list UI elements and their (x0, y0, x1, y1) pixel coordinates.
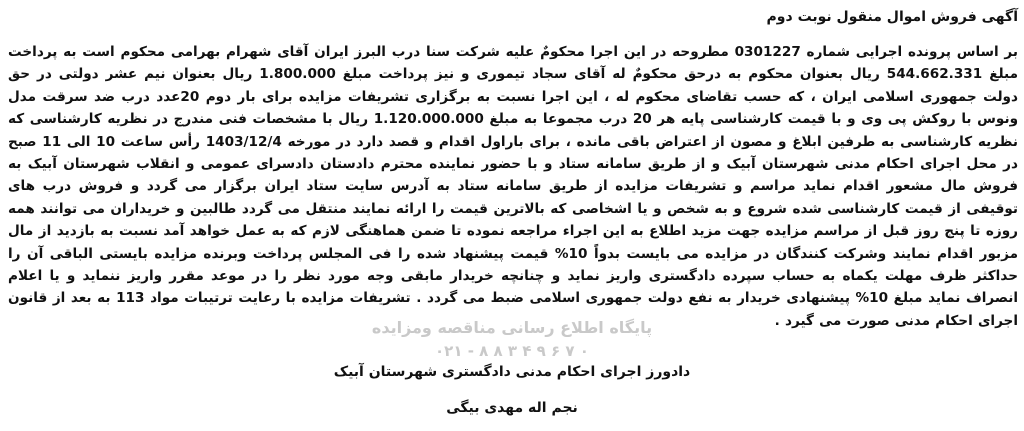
notice-title: آگهی فروش اموال منقول نوبت دوم (766, 9, 1018, 25)
watermark-phone: ۰۲۱ - ۸ ۸ ۳ ۴ ۹ ۶ ۷ ۰ (435, 342, 589, 360)
notice-body: بر اساس پرونده اجرایی شماره 0301227 مطروحه در این اجرا محکومٌ علیه شرکت سنا درب البرز ایران آقای شهرام بهرامی محکوم است به پرداخت مبلغ 544.662.331 ریال بعنوان محکوم به درحق محکومٌ له آقای سجاد تیموری و نیز پرداخت مبلغ 1.800.000 ریال بعنوان نیم عشر دولتی در حق دولت جمهوری اسلامی ایران ، که حسب تقاضای محکوم له ، این اجرا نسبت به برگزاری تشریفات مزایده برای بار دوم 20عدد درب ضد سرقت مدل ونوس با روکش پی وی و با قیمت کارشناسی پایه هر 20 درب مجموعا به مبلغ 1.120.000.000 ریال با مشخصات فنی مندرج در نظریه کارشناسی که نظریه کارشناسی به طرفین ابلاغ و مصون از اعتراض باقی مانده ، برای باراول اقدام و قصد دارد در مورخه 1403/12/4 رأس ساعت 10 الی 11 صبح در محل اجرای احکام مدنی شهرستان آبیک و از طریق سامانه ستاد و با حضور نماینده محترم دادستان دادسرای عمومی و انقلاب شهرستان آبیک به فروش مال مشعور اقدام نماید مراسم و تشریفات مزایده از طریق سامانه ستاد به آدرس سایت ستاد ایران برگزار می گردد و فروش درب های توقیفی از قیمت کارشناسی شده شروع و به شخص و یا اشخاصی که بالاترین قیمت را ارائه نمایند منتقل می گردد طالبین و خریداران می توانند همه روزه تا پنج روز قبل از مراسم مزایده جهت مزید اطلاع به این اجراء مراجعه نموده تا ضمن هماهنگی لازم که به عمل خواهد آمد نسبت به بازدید از مال مزبور اقدام نمایند وشرکت کنندگان در مزایده می بایست بدواً 10% قیمت پیشنهاد شده را فی المجلس پرداخت وبرنده مزایده بایستی الباقی آن را حداکثر ظرف مهلت یکماه به حساب سپرده دادگستری واریز نماید و چنانچه خریدار مابقی وجه مورد نظر را در موعد مقرر واریز ننماید و یا اعلام انصراف نماید مبلغ 10% پیشنهادی خریدار به نفع دولت جمهوری اسلامی ضبط می گردد . تشریفات مزایده با رعایت ترتیبات مواد 113 به بعد از قانون اجرای احکام مدنی صورت می گیرد . (8, 44, 1019, 329)
signature-organization: دادورز اجرای احکام مدنی دادگستری شهرستان آبیک (333, 364, 691, 380)
signature-name: نجم اله مهدی بیگی (446, 400, 578, 416)
watermark-text: پایگاه اطلاع رسانی مناقصه ومزایده (371, 318, 653, 337)
